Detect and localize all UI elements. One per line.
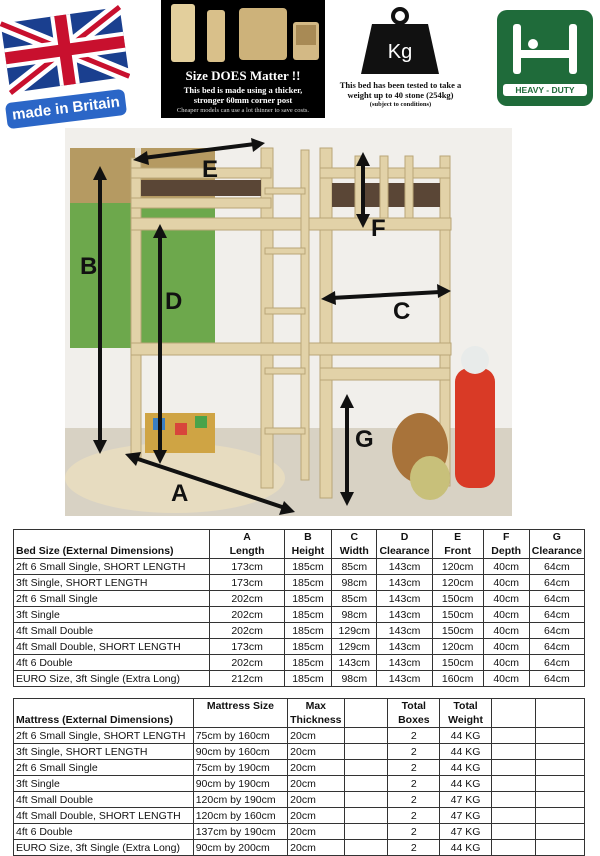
empty-cell (491, 808, 536, 824)
bed-dimension-cell: 64cm (529, 591, 584, 607)
table-row (14, 639, 585, 655)
corner-post-badge (161, 0, 325, 118)
table-row (14, 623, 585, 639)
bed-dimension-cell: 173cm (210, 639, 284, 655)
total-boxes-cell: 2 (388, 824, 440, 840)
bed-dimension-cell: 143cm (377, 639, 432, 655)
column-header: Width (332, 544, 377, 559)
header-letter: C (332, 530, 377, 545)
bed-dimension-cell: 40cm (483, 671, 529, 687)
mattress-name: 3ft Single, SHORT LENGTH (14, 744, 194, 760)
bed-dimension-cell: 160cm (432, 671, 483, 687)
bed-dimension-cell: 173cm (210, 559, 284, 575)
dimension-label-g: G (355, 426, 374, 453)
bed-size-name: 4ft Small Double (14, 623, 210, 639)
column-header: Depth (483, 544, 529, 559)
bed-icon (497, 10, 593, 80)
bed-dimension-cell: 85cm (332, 591, 377, 607)
mattress-header-row (14, 713, 585, 728)
empty-cell (491, 728, 536, 744)
total-boxes-cell: 2 (388, 776, 440, 792)
total-boxes-cell: 2 (388, 744, 440, 760)
column-header: Boxes (388, 713, 440, 728)
column-header-row (14, 544, 585, 559)
size-matters-text: This bed is made using a thicker, stronger 60mm corner post (183, 85, 303, 105)
mattress-size-cell: 90cm by 190cm (193, 776, 287, 792)
total-weight-cell: 44 KG (440, 840, 491, 856)
bed-dimension-cell: 185cm (284, 559, 331, 575)
header-letter: D (377, 530, 432, 545)
bed-dimension-cell: 85cm (332, 559, 377, 575)
letter-header-row (14, 530, 585, 545)
column-header: Length (210, 544, 284, 559)
table-row (14, 776, 585, 792)
bed-dimension-cell: 143cm (377, 607, 432, 623)
mattress-thickness-cell: 20cm (288, 744, 344, 760)
bed-dimension-cell: 212cm (210, 671, 284, 687)
column-header: Front (432, 544, 483, 559)
total-boxes-cell: 2 (388, 792, 440, 808)
column-header: Weight (440, 713, 491, 728)
column-header: Bed Size (External Dimensions) (14, 544, 210, 559)
empty-cell (491, 744, 536, 760)
heavy-duty-badge (497, 10, 593, 106)
loft-bed-photo (65, 128, 512, 516)
loft-bed-illustration (65, 128, 512, 516)
bed-dimension-cell: 143cm (377, 671, 432, 687)
union-flag-icon (0, 0, 130, 100)
total-weight-cell: 44 KG (440, 776, 491, 792)
bed-dimension-cell: 64cm (529, 623, 584, 639)
bed-dimension-cell: 202cm (210, 591, 284, 607)
total-boxes-cell: 2 (388, 728, 440, 744)
empty-cell (536, 776, 585, 792)
bed-size-name: 3ft Single (14, 607, 210, 623)
mattress-thickness-cell: 20cm (288, 760, 344, 776)
made-in-britain-label: made in Britain (5, 89, 127, 129)
bed-dimension-cell: 40cm (483, 591, 529, 607)
bed-dimension-cell: 120cm (432, 639, 483, 655)
header-letter: B (284, 530, 331, 545)
empty-cell (491, 776, 536, 792)
bed-dimension-cell: 98cm (332, 575, 377, 591)
column-header: Thickness (288, 713, 344, 728)
empty-cell (491, 792, 536, 808)
bed-dimension-cell: 40cm (483, 655, 529, 671)
bed-size-name: 4ft 6 Double (14, 655, 210, 671)
table-row (14, 671, 585, 687)
mattress-name: 4ft Small Double (14, 792, 194, 808)
table-row (14, 744, 585, 760)
table-row (14, 760, 585, 776)
empty-cell (344, 808, 388, 824)
total-boxes-cell: 2 (388, 808, 440, 824)
weight-test-badge (327, 0, 474, 128)
bed-dimension-cell: 185cm (284, 655, 331, 671)
column-header: Mattress Size (193, 699, 287, 714)
mattress-size-cell: 120cm by 160cm (193, 808, 287, 824)
column-header: Clearance (377, 544, 432, 559)
mattress-top-header-row (14, 699, 585, 714)
bed-dimension-cell: 40cm (483, 623, 529, 639)
bed-dimension-cell: 143cm (377, 591, 432, 607)
column-header: Total (440, 699, 491, 714)
bed-dimension-cell: 143cm (377, 559, 432, 575)
table-row (14, 591, 585, 607)
bed-dimension-cell: 40cm (483, 607, 529, 623)
bed-dimension-cell: 120cm (432, 559, 483, 575)
heavy-duty-label: HEAVY - DUTY (503, 84, 587, 96)
bed-dimension-cell: 129cm (332, 623, 377, 639)
table-row (14, 792, 585, 808)
empty-cell (536, 792, 585, 808)
bed-dimension-cell: 120cm (432, 575, 483, 591)
empty-cell (344, 840, 388, 856)
empty-cell (344, 760, 388, 776)
table-row (14, 824, 585, 840)
bed-size-name: 2ft 6 Small Single (14, 591, 210, 607)
dimension-label-a: A (171, 480, 189, 507)
bed-dimension-cell: 64cm (529, 559, 584, 575)
bed-dimension-cell: 150cm (432, 591, 483, 607)
bed-dimension-cell: 185cm (284, 639, 331, 655)
bed-dimension-cell: 40cm (483, 559, 529, 575)
bed-dimension-cell: 40cm (483, 575, 529, 591)
dimension-label-e: E (202, 156, 219, 183)
bed-dimension-cell: 98cm (332, 671, 377, 687)
mattress-name: 4ft Small Double, SHORT LENGTH (14, 808, 194, 824)
mattress-name: 4ft 6 Double (14, 824, 194, 840)
mattress-thickness-cell: 20cm (288, 824, 344, 840)
total-weight-cell: 47 KG (440, 792, 491, 808)
bed-size-name: 4ft Small Double, SHORT LENGTH (14, 639, 210, 655)
column-header: Mattress (External Dimensions) (14, 713, 194, 728)
bed-size-name: 3ft Single, SHORT LENGTH (14, 575, 210, 591)
kg-symbol: Kg (387, 41, 413, 63)
empty-cell (344, 792, 388, 808)
dimension-label-b: B (80, 253, 98, 280)
empty-cell (491, 824, 536, 840)
wood-posts-icon (161, 0, 325, 66)
dimension-label-c: C (393, 298, 411, 325)
total-weight-cell: 44 KG (440, 760, 491, 776)
empty-cell (491, 840, 536, 856)
bed-dimension-cell: 143cm (377, 655, 432, 671)
bed-dimension-cell: 64cm (529, 575, 584, 591)
empty-cell (536, 808, 585, 824)
mattress-size-cell: 75cm by 190cm (193, 760, 287, 776)
mattress-size-cell: 137cm by 190cm (193, 824, 287, 840)
bed-dimension-cell: 173cm (210, 575, 284, 591)
table-row (14, 655, 585, 671)
mattress-thickness-cell: 20cm (288, 728, 344, 744)
bed-dimension-cell: 64cm (529, 655, 584, 671)
bed-dimension-cell: 185cm (284, 623, 331, 639)
mattress-size-cell: 90cm by 160cm (193, 744, 287, 760)
mattress-thickness-cell: 20cm (288, 792, 344, 808)
bed-dimension-cell: 129cm (332, 639, 377, 655)
table-row (14, 728, 585, 744)
column-header: Total (388, 699, 440, 714)
empty-cell (536, 840, 585, 856)
bed-dimension-cell: 143cm (332, 655, 377, 671)
empty-cell (344, 824, 388, 840)
bed-dimension-cell: 202cm (210, 623, 284, 639)
total-weight-cell: 47 KG (440, 824, 491, 840)
total-boxes-cell: 2 (388, 760, 440, 776)
mattress-thickness-cell: 20cm (288, 776, 344, 792)
size-matters-note: Cheaper models can use a lot thinner to save costs. (176, 107, 310, 114)
mattress-table (13, 698, 585, 856)
header-letter: A (210, 530, 284, 545)
header-letter: E (432, 530, 483, 545)
empty-cell (536, 760, 585, 776)
bed-dimension-cell: 150cm (432, 655, 483, 671)
bed-dimension-cell: 40cm (483, 639, 529, 655)
bed-dimension-cell: 185cm (284, 575, 331, 591)
bed-size-name: EURO Size, 3ft Single (Extra Long) (14, 671, 210, 687)
bed-dimension-cell: 64cm (529, 671, 584, 687)
bed-dimension-cell: 185cm (284, 671, 331, 687)
weight-kg-icon (327, 0, 474, 80)
column-header: Height (284, 544, 331, 559)
header-letter: F (483, 530, 529, 545)
bed-dimension-cell: 98cm (332, 607, 377, 623)
total-weight-cell: 44 KG (440, 744, 491, 760)
bed-dimension-cell: 202cm (210, 655, 284, 671)
empty-cell (536, 824, 585, 840)
mattress-name: EURO Size, 3ft Single (Extra Long) (14, 840, 194, 856)
empty-cell (344, 728, 388, 744)
mattress-name: 3ft Single (14, 776, 194, 792)
bed-dimension-cell: 64cm (529, 639, 584, 655)
table-row (14, 559, 585, 575)
size-matters-title: Size DOES Matter !! (185, 68, 301, 83)
bed-dimension-cell: 143cm (377, 623, 432, 639)
table-row (14, 808, 585, 824)
bed-size-table (13, 529, 585, 687)
mattress-size-cell: 75cm by 160cm (193, 728, 287, 744)
bed-size-name: 2ft 6 Small Single, SHORT LENGTH (14, 559, 210, 575)
bed-dimension-cell: 150cm (432, 623, 483, 639)
total-weight-cell: 47 KG (440, 808, 491, 824)
total-weight-cell: 44 KG (440, 728, 491, 744)
mattress-thickness-cell: 20cm (288, 808, 344, 824)
weight-test-note: (subject to conditions) (369, 101, 432, 108)
empty-cell (536, 744, 585, 760)
mattress-thickness-cell: 20cm (288, 840, 344, 856)
column-header: Clearance (529, 544, 584, 559)
total-boxes-cell: 2 (388, 840, 440, 856)
header-letter: G (529, 530, 584, 545)
dimension-label-d: D (165, 288, 183, 315)
bed-dimension-cell: 64cm (529, 607, 584, 623)
bed-dimension-cell: 202cm (210, 607, 284, 623)
bed-dimension-cell: 150cm (432, 607, 483, 623)
table-row (14, 575, 585, 591)
weight-test-text: This bed has been tested to take a weight up to 40 stone (254kg) (339, 80, 462, 100)
empty-cell (491, 760, 536, 776)
bed-dimension-cell: 185cm (284, 591, 331, 607)
mattress-size-cell: 120cm by 190cm (193, 792, 287, 808)
table-row (14, 607, 585, 623)
empty-cell (344, 744, 388, 760)
mattress-size-cell: 90cm by 200cm (193, 840, 287, 856)
table-row (14, 840, 585, 856)
empty-cell (536, 728, 585, 744)
mattress-name: 2ft 6 Small Single (14, 760, 194, 776)
column-header: Max (288, 699, 344, 714)
dimension-label-f: F (371, 215, 386, 242)
bed-dimension-cell: 143cm (377, 575, 432, 591)
mattress-name: 2ft 6 Small Single, SHORT LENGTH (14, 728, 194, 744)
empty-cell (344, 776, 388, 792)
bed-dimension-cell: 185cm (284, 607, 331, 623)
